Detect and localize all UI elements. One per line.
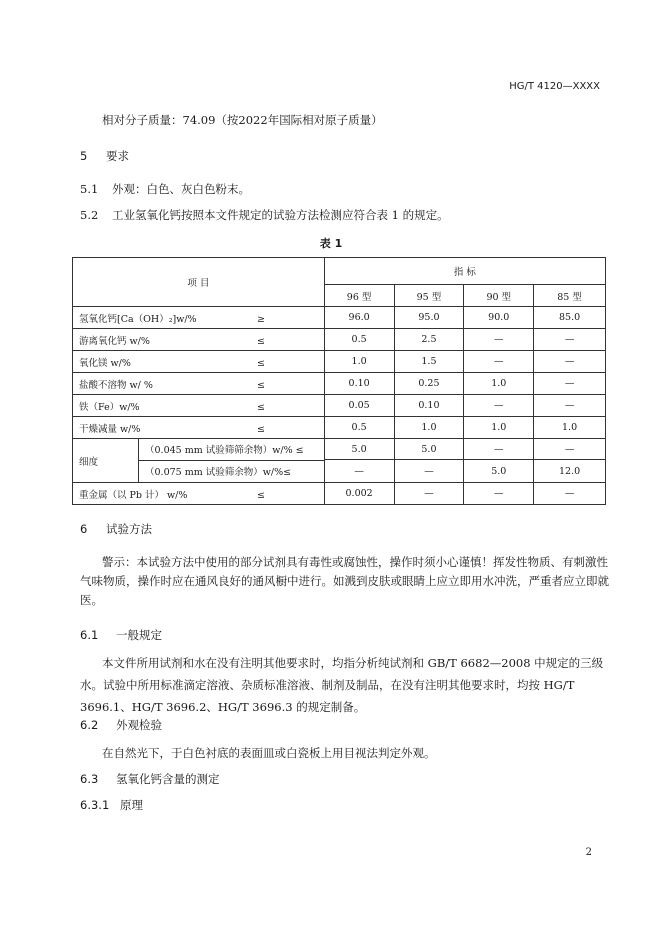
clause-6-1-text: 本文件所用试剂和水在没有注明其他要求时，均指分析纯试剂和 GB/T 6682—2008 中规定的三级水。试验中所用标准滴定溶液、杂质标准溶液、制剂及制品，在没有注明其他要求时，均按 HG/T 3696.1、HG/T 3696.2、HG/T 3696.3 的规定制备。 <box>80 656 604 714</box>
cell-value: — <box>464 439 534 460</box>
fineness-sub-label: （0.045 mm 试验筛筛余物）w/% ≤ <box>139 439 324 461</box>
document-code: HG/T 4120—XXXX <box>509 81 600 92</box>
clause-number: 6.1 <box>80 628 99 642</box>
cell-value: — <box>534 395 606 417</box>
type-header: 85 型 <box>534 285 606 307</box>
row-name: 氢氧化钙[Ca（OH）₂]w/% <box>79 313 197 325</box>
cell-value: 5.0 <box>464 460 534 483</box>
cell-value: — <box>534 373 606 395</box>
row-name: 重金属（以 Pb 计） w/% <box>79 489 188 501</box>
cell-value: — <box>324 460 394 483</box>
cell-value: 0.002 <box>324 483 394 505</box>
clause-title: 外观检验 <box>116 718 162 732</box>
cell-value: 5.0 <box>324 439 394 460</box>
fineness-sub-label: （0.075 mm 试验筛余物）w/%≤ <box>145 467 292 479</box>
table-row <box>73 329 606 351</box>
row-symbol: ≥ <box>257 313 265 325</box>
cell-value: 12.0 <box>534 460 606 483</box>
cell-value: 90.0 <box>464 307 534 329</box>
clause-number: 6.3.1 <box>80 798 110 812</box>
type-header: 90 型 <box>464 285 534 307</box>
table-row <box>73 351 606 373</box>
type-header: 96 型 <box>324 285 394 307</box>
clause-text: 工业氢氧化钙按照本文件规定的试验方法检测应符合表 1 的规定。 <box>112 208 449 222</box>
row-label <box>73 351 325 373</box>
cell-value: 1.0 <box>464 417 534 439</box>
section-number: 5 <box>80 149 88 163</box>
table-row <box>73 373 606 395</box>
item-header: 项 目 <box>73 258 325 307</box>
cell-value: 1.0 <box>534 417 606 439</box>
cell-value: 2.5 <box>394 329 464 351</box>
clause-6-1-heading <box>80 627 162 643</box>
cell-value: — <box>534 329 606 351</box>
cell-value: — <box>394 483 464 505</box>
row-symbol: ≤ <box>257 335 265 347</box>
cell-value: 1.5 <box>394 351 464 373</box>
cell-value: — <box>534 439 606 460</box>
fineness-cell <box>73 439 325 483</box>
cell-value: 95.0 <box>394 307 464 329</box>
clause-number: 5.2 <box>80 208 99 222</box>
cell-value: 1.0 <box>464 373 534 395</box>
clause-number: 6.3 <box>80 772 99 786</box>
cell-value: — <box>534 351 606 373</box>
row-symbol: ≤ <box>257 357 265 369</box>
cell-value: 0.5 <box>324 329 394 351</box>
table-header-row <box>73 258 606 285</box>
cell-value: 85.0 <box>534 307 606 329</box>
clause-number: 5.1 <box>80 182 99 196</box>
cell-value: — <box>464 483 534 505</box>
row-name: 游离氧化钙 w/% <box>79 335 150 347</box>
cell-value: 0.25 <box>394 373 464 395</box>
row-symbol: ≤ <box>257 401 265 413</box>
clause-title: 氢氧化钙含量的测定 <box>116 772 220 786</box>
table-row-fineness <box>73 439 606 460</box>
row-name: 氧化镁 w/% <box>79 357 131 369</box>
clause-title: 原理 <box>120 798 143 812</box>
section-5-heading <box>80 148 129 164</box>
cell-value: — <box>394 460 464 483</box>
clause-6-2-heading <box>80 717 162 733</box>
cell-value: 0.10 <box>394 395 464 417</box>
cell-value: 1.0 <box>324 351 394 373</box>
row-label <box>73 329 325 351</box>
cell-value: 0.5 <box>324 417 394 439</box>
molecular-mass-line: 相对分子质量：74.09（按2022年国际相对原子质量） <box>102 113 383 127</box>
clause-6-3-1-heading <box>80 797 143 813</box>
table-row <box>73 417 606 439</box>
table-caption: 表 1 <box>319 237 343 250</box>
cell-value: — <box>464 329 534 351</box>
section-title: 试验方法 <box>106 522 152 536</box>
row-label <box>73 373 325 395</box>
row-label <box>73 307 325 329</box>
table-row <box>73 395 606 417</box>
table-row <box>73 483 606 505</box>
row-name: 干燥减量 w/% <box>79 423 141 435</box>
row-label <box>73 417 325 439</box>
clause-number: 6.2 <box>80 718 99 732</box>
index-header: 指 标 <box>324 258 605 285</box>
cell-value: 1.0 <box>394 417 464 439</box>
cell-value: — <box>534 483 606 505</box>
row-name: 盐酸不溶物 w/ % <box>79 379 153 391</box>
clause-text: 外观：白色、灰白色粉末。 <box>112 182 250 196</box>
row-name: 铁（Fe）w/% <box>79 401 140 413</box>
cell-value: — <box>464 351 534 373</box>
page-number: 2 <box>585 847 592 858</box>
cell-value: 0.05 <box>324 395 394 417</box>
clause-5-2 <box>80 207 449 223</box>
clause-6-3-heading <box>80 771 220 787</box>
fineness-label: 细度 <box>73 439 139 482</box>
clause-5-1 <box>80 181 250 197</box>
specification-table <box>72 257 606 505</box>
cell-value: — <box>464 395 534 417</box>
section-title: 要求 <box>106 149 129 163</box>
row-symbol: ≤ <box>257 379 265 391</box>
section-number: 6 <box>80 522 88 536</box>
type-header: 95 型 <box>394 285 464 307</box>
cell-value: 5.0 <box>394 439 464 460</box>
cell-value: 96.0 <box>324 307 394 329</box>
table-row <box>73 307 606 329</box>
clause-6-2-text: 在自然光下，于白色衬底的表面皿或白瓷板上用目视法判定外观。 <box>102 746 436 760</box>
warning-paragraph: 警示：本试验方法中使用的部分试剂具有毒性或腐蚀性，操作时须小心谨慎！挥发性物质、有刺激性气味物质，操作时应在通风良好的通风橱中进行。如溅到皮肤或眼睛上应立即用水冲洗，严重者应立即就医。 <box>80 555 609 607</box>
clause-title: 一般规定 <box>116 628 162 642</box>
row-label <box>73 483 325 505</box>
section-6-heading <box>80 521 152 537</box>
row-label <box>73 395 325 417</box>
row-symbol: ≤ <box>257 489 265 501</box>
row-symbol: ≤ <box>257 423 265 435</box>
cell-value: 0.10 <box>324 373 394 395</box>
